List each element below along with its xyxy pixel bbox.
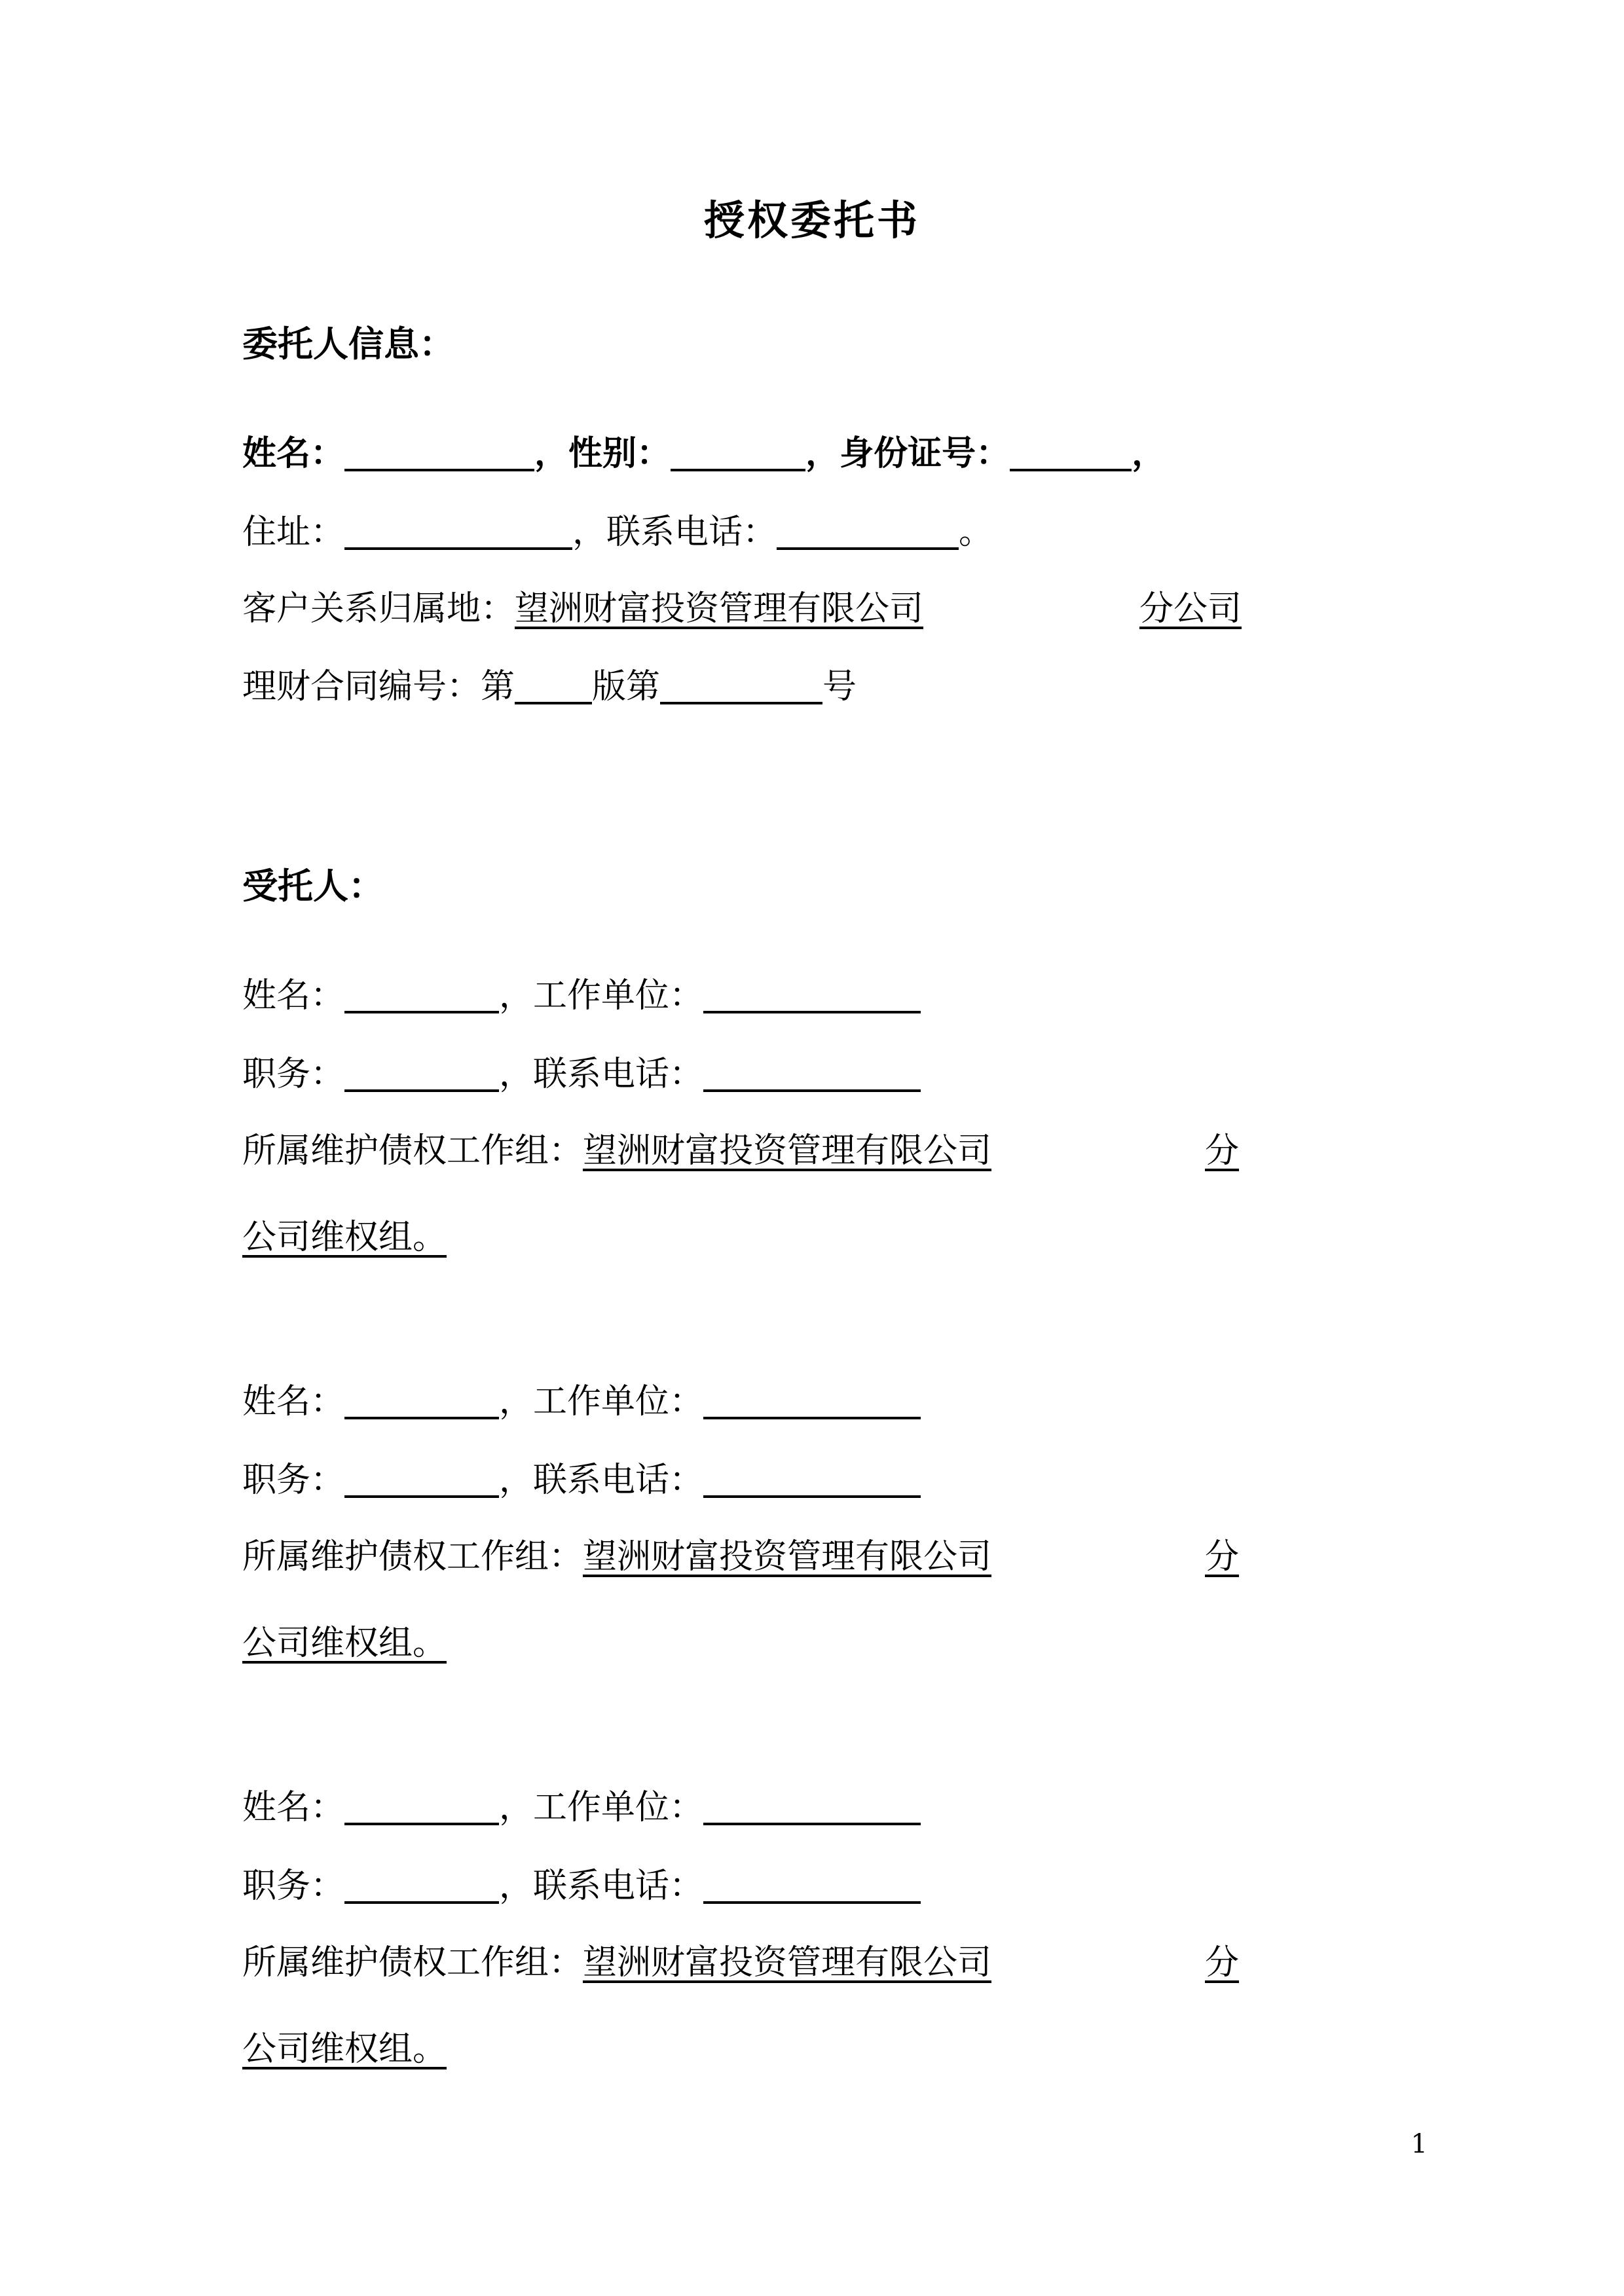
principal-id-label: 身份证号： — [840, 433, 1010, 474]
trustee-employer-blank[interactable] — [703, 977, 921, 1013]
principal-sep-4: ， — [572, 513, 607, 553]
trustee-employer-label: 工作单位： — [533, 1382, 704, 1422]
trustee-group-branch-2: 公司维权组。 — [242, 2030, 447, 2069]
principal-name-label: 姓名： — [242, 433, 345, 474]
principal-gender-label: 性别： — [568, 433, 671, 474]
principal-address-blank[interactable] — [344, 513, 572, 550]
principal-contact-line — [242, 513, 1408, 553]
trustee-group-line-cont — [242, 1624, 1408, 1664]
trustee-position-line — [242, 1055, 1408, 1095]
trustee-position-blank[interactable] — [344, 1461, 499, 1498]
principal-sep-3: ， — [1132, 433, 1166, 474]
trustee-group-company[interactable]: 望洲财富投资管理有限公司 — [583, 1131, 992, 1171]
principal-sep-2: ， — [805, 433, 840, 474]
trustee-position-line — [242, 1867, 1408, 1904]
trustee-phone-label: 联系电话： — [533, 1867, 704, 1906]
trustee-phone-blank[interactable] — [703, 1461, 921, 1498]
trustee-phone-label: 联系电话： — [533, 1055, 704, 1095]
principal-name-blank[interactable] — [344, 435, 534, 471]
trustee-phone-blank[interactable] — [703, 1055, 921, 1092]
trustee-block — [242, 1382, 1408, 1664]
trustee-group-line — [242, 1537, 1408, 1577]
trustee-position-label: 职务： — [242, 1461, 345, 1501]
page-title: 授权委托书 — [703, 196, 920, 244]
principal-sep-1: ， — [534, 433, 569, 474]
trustee-phone-label: 联系电话： — [533, 1461, 704, 1501]
trustee-name-line — [242, 1788, 1408, 1828]
trustee-group-company[interactable]: 望洲财富投资管理有限公司 — [583, 1537, 992, 1577]
trustee-sep-2: ， — [499, 1867, 534, 1906]
trustee-name-line — [242, 1382, 1408, 1422]
trustee-name-label: 姓名： — [242, 1382, 345, 1422]
principal-address-label: 住址： — [242, 513, 345, 553]
trustee-group-branch-1: 分 — [1205, 1131, 1240, 1171]
principal-contract-line — [242, 667, 1408, 707]
trustee-name-label: 姓名： — [242, 1788, 345, 1828]
trustee-position-blank[interactable] — [344, 1867, 499, 1904]
principal-section-heading: 委托人信息： — [242, 323, 454, 365]
trustee-block — [242, 1788, 1408, 2069]
trustee-employer-label: 工作单位： — [533, 1788, 704, 1828]
trustee-group-label: 所属维护债权工作组： — [242, 1537, 583, 1577]
trustee-employer-label: 工作单位： — [533, 976, 704, 1016]
trustee-group-branch-1: 分 — [1205, 1943, 1240, 1983]
trustee-phone-blank[interactable] — [703, 1867, 921, 1904]
principal-phone-label: 联系电话： — [606, 513, 777, 553]
principal-contract-serial-blank[interactable] — [660, 668, 822, 704]
principal-gender-blank[interactable] — [671, 435, 805, 471]
trustee-group-branch-1: 分 — [1205, 1537, 1240, 1577]
principal-contract-label: 理财合同编号：第 — [242, 667, 515, 707]
trustee-name-blank[interactable] — [344, 1789, 499, 1825]
principal-contract-end: 号 — [822, 667, 857, 707]
principal-region-label: 客户关系归属地： — [242, 589, 515, 629]
principal-phone-blank[interactable] — [777, 513, 959, 550]
principal-region-branch: 分公司 — [1139, 589, 1242, 629]
principal-period: 。 — [959, 513, 993, 553]
trustee-name-blank[interactable] — [344, 977, 499, 1013]
trustee-sep-2: ， — [499, 1461, 534, 1501]
trustee-section-heading: 受托人： — [242, 865, 384, 907]
trustee-group-company[interactable]: 望洲财富投资管理有限公司 — [583, 1943, 992, 1983]
principal-region-line — [242, 589, 1408, 629]
trustee-group-label: 所属维护债权工作组： — [242, 1943, 583, 1983]
principal-region-company[interactable]: 望洲财富投资管理有限公司 — [515, 589, 924, 629]
trustee-block — [242, 976, 1408, 1258]
trustee-position-blank[interactable] — [344, 1055, 499, 1092]
trustee-position-label: 职务： — [242, 1055, 345, 1095]
principal-identity-line — [242, 433, 1408, 474]
trustee-name-label: 姓名： — [242, 976, 345, 1016]
trustee-position-line — [242, 1461, 1408, 1501]
principal-contract-version-blank[interactable] — [515, 668, 592, 704]
trustee-sep-1: ， — [499, 1382, 534, 1422]
trustee-group-line — [242, 1943, 1408, 1983]
trustee-employer-blank[interactable] — [703, 1789, 921, 1825]
trustee-group-line — [242, 1131, 1408, 1171]
trustee-group-line-cont — [242, 2030, 1408, 2069]
trustee-name-blank[interactable] — [344, 1383, 499, 1419]
trustee-sep-1: ， — [499, 976, 534, 1016]
trustee-sep-2: ， — [499, 1055, 534, 1095]
trustee-group-branch-2: 公司维权组。 — [242, 1624, 447, 1664]
trustee-employer-blank[interactable] — [703, 1383, 921, 1419]
principal-contract-mid: 版第 — [592, 667, 661, 707]
trustee-name-line — [242, 976, 1408, 1016]
trustee-group-branch-2: 公司维权组。 — [242, 1218, 447, 1258]
trustee-group-label: 所属维护债权工作组： — [242, 1131, 583, 1171]
principal-id-blank[interactable] — [1010, 435, 1132, 471]
trustee-group-line-cont — [242, 1218, 1408, 1258]
trustee-sep-1: ， — [499, 1788, 534, 1828]
trustee-position-label: 职务： — [242, 1867, 345, 1906]
page-number: 1 — [1411, 2129, 1428, 2159]
